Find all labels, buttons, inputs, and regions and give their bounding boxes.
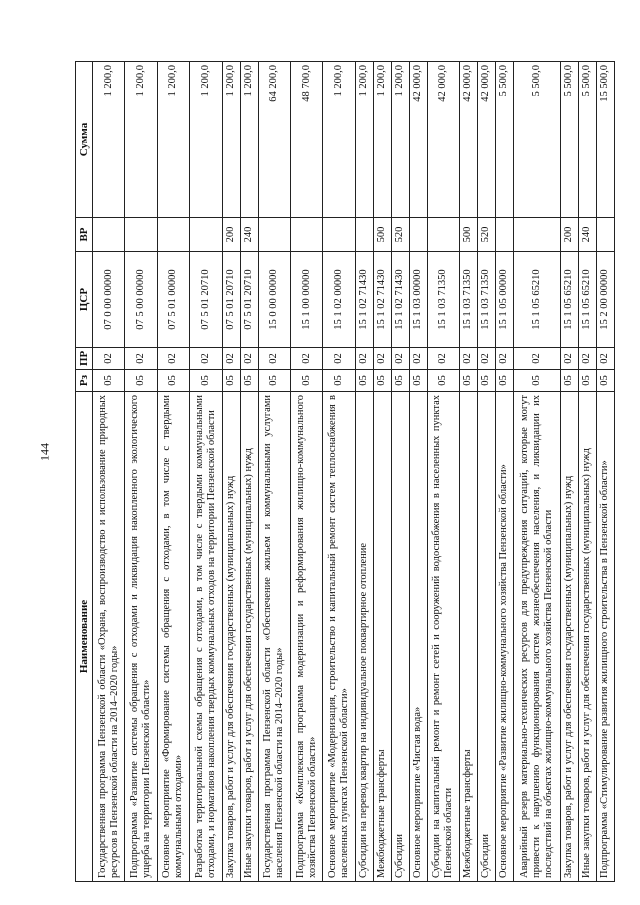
cell-vr	[513, 218, 560, 252]
page-number: 144	[37, 443, 52, 461]
table-row	[240, 62, 258, 882]
cell-name: Субсидии на капитальный ремонт и ремонт сетей и сооружений водоснабжения в населенных пунктах Пензенской области	[427, 392, 459, 882]
cell-csr: 15 1 02 71430	[373, 252, 391, 348]
cell-vr	[93, 218, 125, 252]
cell-pr: 02	[355, 348, 373, 370]
cell-csr: 15 1 05 65210	[560, 252, 578, 348]
cell-name: Основное мероприятие «Чистая вода»	[409, 392, 427, 882]
cell-sum: 1 200,0	[240, 62, 258, 218]
table-row	[427, 62, 459, 882]
cell-sum: 5 500,0	[560, 62, 578, 218]
cell-pr: 02	[560, 348, 578, 370]
cell-pr: 02	[373, 348, 391, 370]
cell-pr: 02	[240, 348, 258, 370]
cell-vr: 500	[460, 218, 478, 252]
cell-csr: 15 1 03 71350	[460, 252, 478, 348]
cell-pr: 02	[478, 348, 496, 370]
cell-pr: 02	[391, 348, 409, 370]
cell-vr: 200	[560, 218, 578, 252]
table-row	[373, 62, 391, 882]
cell-rz: 05	[157, 370, 189, 392]
table-row	[93, 62, 125, 882]
cell-name: Субсидии на перевод квартир на индивидуальное поквартирное отопление	[355, 392, 373, 882]
cell-vr	[355, 218, 373, 252]
table-row	[478, 62, 496, 882]
table-row	[222, 62, 240, 882]
cell-rz: 05	[190, 370, 222, 392]
table-body	[93, 62, 615, 882]
cell-sum: 1 200,0	[157, 62, 189, 218]
cell-csr: 15 1 05 00000	[496, 252, 514, 348]
header-csr: ЦСР	[76, 252, 93, 348]
cell-rz: 05	[391, 370, 409, 392]
cell-name: Иные закупки товаров, работ и услуг для обеспечения государственных (муниципальных) нужд	[578, 392, 596, 882]
cell-sum: 1 200,0	[125, 62, 157, 218]
cell-name: Подпрограмма «Комплексная программа модернизации и реформирования жилищно-коммунального хозяйства Пензенской области»	[290, 392, 322, 882]
table-row	[355, 62, 373, 882]
cell-pr: 02	[578, 348, 596, 370]
cell-csr: 15 2 00 00000	[596, 252, 614, 348]
cell-csr: 15 1 03 71350	[427, 252, 459, 348]
cell-rz: 05	[578, 370, 596, 392]
cell-sum: 48 700,0	[290, 62, 322, 218]
header-name: Наименование	[76, 392, 93, 882]
cell-rz: 05	[427, 370, 459, 392]
cell-csr: 15 1 00 00000	[290, 252, 322, 348]
cell-vr: 200	[222, 218, 240, 252]
cell-name: Закупка товаров, работ и услуг для обеспечения государственных (муниципальных) нужд	[560, 392, 578, 882]
cell-csr: 15 1 02 71430	[391, 252, 409, 348]
cell-sum: 5 500,0	[513, 62, 560, 218]
cell-name: Межбюджетные трансферты	[373, 392, 391, 882]
cell-pr: 02	[496, 348, 514, 370]
cell-pr: 02	[427, 348, 459, 370]
cell-name: Иные закупки товаров, работ и услуг для обеспечения государственных (муниципальных) нужд	[240, 392, 258, 882]
cell-sum: 1 200,0	[93, 62, 125, 218]
cell-sum: 42 000,0	[460, 62, 478, 218]
cell-vr	[596, 218, 614, 252]
cell-pr: 02	[125, 348, 157, 370]
cell-csr: 07 5 01 00000	[157, 252, 189, 348]
cell-pr: 02	[460, 348, 478, 370]
cell-rz: 05	[125, 370, 157, 392]
table-row	[560, 62, 578, 882]
header-sum: Сумма	[76, 62, 93, 218]
cell-pr: 02	[596, 348, 614, 370]
cell-rz: 05	[496, 370, 514, 392]
cell-rz: 05	[460, 370, 478, 392]
cell-rz: 05	[258, 370, 290, 392]
cell-name: Основное мероприятие «Формирование системы обращения с отходами, в том числе с твердыми коммунальными отходами»	[157, 392, 189, 882]
cell-csr: 15 1 02 71430	[355, 252, 373, 348]
budget-table	[75, 61, 615, 882]
cell-name: Межбюджетные трансферты	[460, 392, 478, 882]
cell-rz: 05	[409, 370, 427, 392]
cell-name: Субсидии	[478, 392, 496, 882]
cell-name: Государственная программа Пензенской области «Обеспечение жильем и коммунальными услугами населения Пензенской области на 2014–2020 годы»	[258, 392, 290, 882]
table-row	[578, 62, 596, 882]
cell-csr: 07 0 00 00000	[93, 252, 125, 348]
cell-vr	[290, 218, 322, 252]
cell-sum: 15 500,0	[596, 62, 614, 218]
cell-name: Подпрограмма «Развитие системы обращения с отходами и ликвидация накопленного экологического ущерба на территории Пензенской области»	[125, 392, 157, 882]
cell-rz: 05	[240, 370, 258, 392]
cell-pr: 02	[190, 348, 222, 370]
cell-csr: 15 0 00 00000	[258, 252, 290, 348]
cell-name: Основное мероприятие «Развитие жилищно-коммунального хозяйства Пензенской области»	[496, 392, 514, 882]
table-row	[460, 62, 478, 882]
table-header	[76, 62, 93, 882]
cell-pr: 02	[93, 348, 125, 370]
budget-table-container	[75, 62, 615, 882]
cell-vr	[323, 218, 355, 252]
cell-pr: 02	[290, 348, 322, 370]
cell-vr	[496, 218, 514, 252]
header-vr: ВР	[76, 218, 93, 252]
cell-csr: 15 1 03 71350	[478, 252, 496, 348]
table-row	[596, 62, 614, 882]
cell-vr	[427, 218, 459, 252]
cell-pr: 02	[513, 348, 560, 370]
cell-rz: 05	[222, 370, 240, 392]
cell-csr: 15 1 03 00000	[409, 252, 427, 348]
cell-name: Закупка товаров, работ и услуг для обеспечения государственных (муниципальных) нужд	[222, 392, 240, 882]
cell-rz: 05	[560, 370, 578, 392]
cell-rz: 05	[355, 370, 373, 392]
cell-sum: 42 000,0	[427, 62, 459, 218]
cell-sum: 1 200,0	[355, 62, 373, 218]
cell-csr: 07 5 01 20710	[190, 252, 222, 348]
cell-sum: 5 500,0	[578, 62, 596, 218]
cell-name: Субсидии	[391, 392, 409, 882]
cell-sum: 1 200,0	[391, 62, 409, 218]
cell-rz: 05	[290, 370, 322, 392]
cell-sum: 5 500,0	[496, 62, 514, 218]
cell-name: Основное мероприятие «Модернизация, строительство и капитальный ремонт систем теплоснабжения в населенных пунктах Пензенской области»	[323, 392, 355, 882]
table-row	[409, 62, 427, 882]
cell-vr	[125, 218, 157, 252]
cell-sum: 42 000,0	[409, 62, 427, 218]
cell-vr: 240	[578, 218, 596, 252]
table-row	[190, 62, 222, 882]
cell-name: Аварийный резерв материально-технических ресурсов для предупреждения ситуаций, которые могут привести к нарушению функционирования систем жизнеобеспечения населения, и ликвидации их последствий на объектах жилищно-коммунального хозяйства Пензенской области	[513, 392, 560, 882]
cell-name: Разработка территориальной схемы обращения с отходами, в том числе с твердыми коммунальными отходами, и нормативов накопления твердых коммунальных отходов на территории Пензенской области	[190, 392, 222, 882]
table-row	[391, 62, 409, 882]
cell-vr: 500	[373, 218, 391, 252]
cell-vr	[409, 218, 427, 252]
cell-rz: 05	[93, 370, 125, 392]
table-row	[323, 62, 355, 882]
cell-vr	[157, 218, 189, 252]
cell-vr	[258, 218, 290, 252]
cell-csr: 15 1 05 65210	[513, 252, 560, 348]
table-row	[125, 62, 157, 882]
cell-sum: 1 200,0	[373, 62, 391, 218]
cell-name: Подпрограмма «Стимулирование развития жилищного строительства в Пензенской области»	[596, 392, 614, 882]
cell-name: Государственная программа Пензенской области «Охрана, воспроизводство и использование природных ресурсов в Пензенской области на 2014–2020 годы»	[93, 392, 125, 882]
table-row	[496, 62, 514, 882]
cell-vr	[190, 218, 222, 252]
page-number-area	[0, 0, 60, 905]
cell-csr: 07 5 01 20710	[240, 252, 258, 348]
cell-rz: 05	[323, 370, 355, 392]
cell-pr: 02	[222, 348, 240, 370]
cell-pr: 02	[323, 348, 355, 370]
cell-vr: 520	[478, 218, 496, 252]
table-row	[290, 62, 322, 882]
header-row	[76, 62, 93, 882]
cell-rz: 05	[596, 370, 614, 392]
header-rz: Рз	[76, 370, 93, 392]
rotated-table-box	[75, 62, 615, 882]
cell-pr: 02	[157, 348, 189, 370]
cell-csr: 07 5 01 20710	[222, 252, 240, 348]
table-row	[258, 62, 290, 882]
cell-sum: 42 000,0	[478, 62, 496, 218]
cell-rz: 05	[513, 370, 560, 392]
header-pr: ПР	[76, 348, 93, 370]
cell-sum: 1 200,0	[323, 62, 355, 218]
cell-sum: 64 200,0	[258, 62, 290, 218]
cell-vr: 520	[391, 218, 409, 252]
cell-csr: 07 5 00 00000	[125, 252, 157, 348]
cell-rz: 05	[478, 370, 496, 392]
cell-vr: 240	[240, 218, 258, 252]
table-row	[157, 62, 189, 882]
cell-csr: 15 1 05 65210	[578, 252, 596, 348]
cell-pr: 02	[409, 348, 427, 370]
cell-csr: 15 1 02 00000	[323, 252, 355, 348]
cell-sum: 1 200,0	[222, 62, 240, 218]
cell-rz: 05	[373, 370, 391, 392]
table-row	[513, 62, 560, 882]
cell-pr: 02	[258, 348, 290, 370]
cell-sum: 1 200,0	[190, 62, 222, 218]
